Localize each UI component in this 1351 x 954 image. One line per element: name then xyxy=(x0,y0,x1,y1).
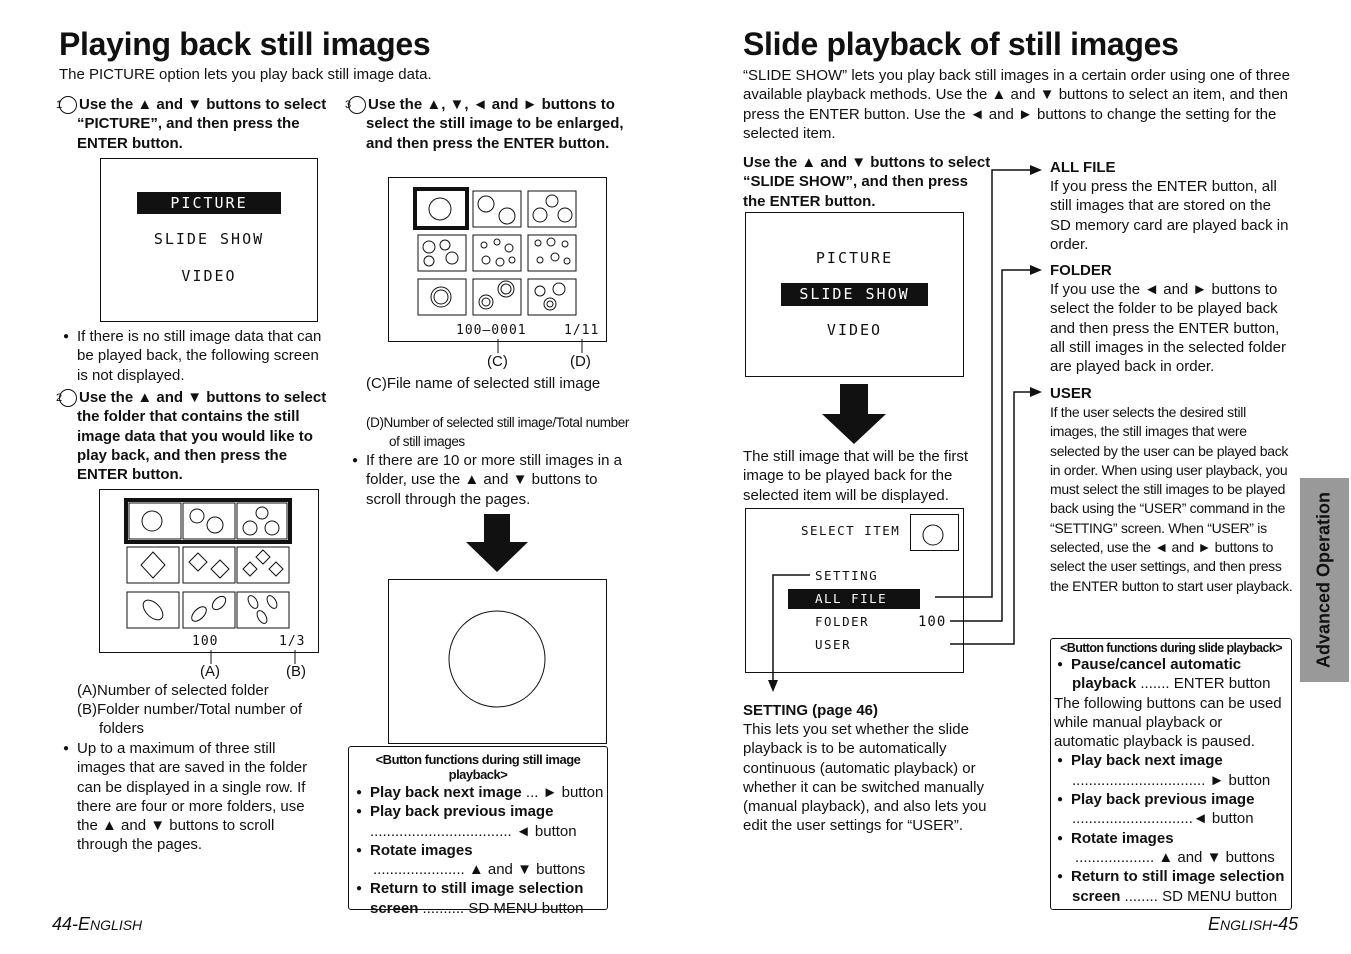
slide-box-item-pause-value: playback ....... ENTER button xyxy=(1072,675,1271,693)
slide-step: Use the ▲ and ▼ buttons to select “SLIDE SHOW”, and then press the ENTER button. xyxy=(743,154,991,210)
all-file-title: ALL FILE xyxy=(1050,159,1116,176)
legend-c xyxy=(366,374,619,393)
slide-menu-item-video: VIDEO xyxy=(826,321,883,339)
image-thumbnails xyxy=(389,178,606,341)
label-c: (C) xyxy=(487,353,508,370)
folder-title: FOLDER xyxy=(1050,262,1112,279)
step-2 xyxy=(55,388,337,484)
slide-box-item-prev-label: ● Play back previous image xyxy=(1057,790,1291,809)
step-3-text: Use the ▲, ▼, ◄ and ► buttons to select the still image to be enlarged, and then press the ENTER button. xyxy=(366,96,624,152)
still-box-item-prev-value: .................................. ◄ button xyxy=(370,822,577,840)
label-d: (D) xyxy=(570,353,591,370)
setting-title: SETTING (page 46) xyxy=(743,702,879,719)
note-no-data: ● If there is no still image data that can be played back, the following screen is not displayed. xyxy=(63,327,332,385)
legend-c-text: File name of selected still image xyxy=(386,375,601,392)
slide-box-item-pause-label: ● Pause/cancel automatic xyxy=(1057,655,1291,674)
folder-thumbnails xyxy=(100,490,318,652)
slide-menu-item-picture: PICTURE xyxy=(815,249,894,267)
slide-playback-button-box xyxy=(1050,638,1292,910)
slide-box-item-prev-value: .............................◄ button xyxy=(1072,810,1254,828)
step-3 xyxy=(344,95,628,153)
all-file-option-selected: ALL FILE xyxy=(788,589,920,609)
file-name: 100–0001 xyxy=(456,323,527,338)
legend-b-text: Folder number/Total number of folders xyxy=(97,701,303,738)
folder-selection-screen xyxy=(99,489,319,653)
step-2-text: Use the ▲ and ▼ buttons to select the folder that contains the still image data that you would like to play back, and then press the ENTER button. xyxy=(77,389,327,484)
slide-box-item-return-value: screen ........ SD MENU button xyxy=(1072,887,1278,905)
slide-box-item-next-value: ................................ ► button xyxy=(1072,771,1271,789)
still-box-item-rotate-label: ● Rotate images xyxy=(356,841,616,860)
slide-box-item-next-label: ● Play back next image xyxy=(1057,751,1291,770)
legend-d-key: (D) xyxy=(366,415,384,430)
connector-arrows xyxy=(760,160,1050,695)
slide-box-item-rotate-label: ● Rotate images xyxy=(1057,829,1291,848)
still-box-item-rotate-value: ...................... ▲ and ▼ buttons xyxy=(373,861,586,879)
still-box-title: <Button functions during still image playback> xyxy=(375,752,581,782)
label-b: (B) xyxy=(286,663,306,680)
folder-option: FOLDER xyxy=(815,614,870,629)
slide-box-item-return-label: ● Return to still image selection xyxy=(1057,867,1291,886)
step-1-text: Use the ▲ and ▼ buttons to select “PICTURE”, and then press the ENTER button. xyxy=(77,96,327,152)
right-page-title: Slide playback of still images xyxy=(743,26,1179,62)
down-arrow-icon xyxy=(466,514,528,572)
select-item-label: SELECT ITEM xyxy=(801,523,901,538)
all-file-text: If you press the ENTER button, all still images that are stored on the SD memory card are played back in order. xyxy=(1050,178,1289,253)
right-page-number: ENGLISH-45 xyxy=(1208,914,1299,934)
side-tab-label: Advanced Operation xyxy=(1313,491,1334,669)
slide-menu-item-slide-show-selected: SLIDE SHOW xyxy=(781,283,928,306)
note-scroll-pages: ● If there are 10 or more still images in a folder, use the ▲ and ▼ buttons to scroll through the pages. xyxy=(352,451,626,509)
user-option: USER xyxy=(815,637,852,652)
still-box-item-return-value: screen .......... SD MENU button xyxy=(370,899,584,917)
still-box-item-next: ● Play back next image ... ► button xyxy=(356,783,616,802)
legend-a-text: Number of selected folder xyxy=(97,682,269,699)
menu-screen-picture xyxy=(100,158,318,322)
slide-box-title: <Button functions during slide playback> xyxy=(1060,641,1282,655)
legend-d-text: Number of selected still image/Total number of still images xyxy=(383,415,629,450)
step-1-number: 1 xyxy=(59,96,77,114)
legend-c-key: (C) xyxy=(366,375,387,392)
still-box-item-prev-label: ● Play back previous image xyxy=(356,802,616,821)
menu-item-slide-show: SLIDE SHOW xyxy=(153,230,265,248)
still-box-item-return-label: ● Return to still image selection xyxy=(356,879,616,898)
menu-item-video: VIDEO xyxy=(181,267,237,285)
image-count: 1/11 xyxy=(564,323,600,338)
legend-a-key: (A) xyxy=(77,682,97,699)
note-max-three: ● Up to a maximum of three still images that are saved in the folder can be displayed in a single row. If there are four or more folders, use the ▲ and ▼ buttons to scroll through the pages. xyxy=(63,739,322,855)
left-page-number: 44-ENGLISH xyxy=(52,914,143,934)
legend-b-key: (B) xyxy=(77,701,97,718)
label-a: (A) xyxy=(200,663,220,680)
callout-lines-cd xyxy=(490,339,600,353)
enlarged-image xyxy=(389,580,606,743)
right-intro: “SLIDE SHOW” lets you play back still images in a certain order using one of three available playback methods. Use the ▲ and ▼ buttons to select an item, and then press the ENTER button. Use the ◄ and ► buttons to change the setting for the selected item. xyxy=(743,67,1290,142)
user-title: USER xyxy=(1050,385,1092,402)
left-page-title: Playing back still images xyxy=(59,26,431,62)
legend-d xyxy=(366,413,639,452)
slide-box-note: The following buttons can be used while manual playback or automatic playback is paused. xyxy=(1054,694,1282,751)
still-playback-button-box xyxy=(348,746,608,917)
folder-number: 100 xyxy=(192,634,219,649)
section-side-tab xyxy=(1300,478,1349,682)
folder-option-value: 100 xyxy=(918,614,947,630)
enlarged-image-screen xyxy=(388,579,607,744)
step-3-number: 3 xyxy=(348,96,366,114)
setting-option: SETTING xyxy=(815,568,879,583)
setting-text: This lets you set whether the slide playback is to be automatically continuous (automatic playback) or whether it can be switched manually (manual playback), and also lets you edit the user settings for “USER”. xyxy=(743,721,987,835)
user-text: If the user selects the desired still images, the still images that were selected by the user can be played back in order. When using user playback, you must select the still images to be played back using the “USER” command in the “SETTING” screen. When “USER” is selected, use the ◄ and ► buttons to select the user settings, and then press the ENTER button to start user playback. xyxy=(1050,404,1293,594)
first-image-note: The still image that will be the first image to be played back for the selected item will be displayed. xyxy=(743,448,969,504)
folder-text: If you use the ◄ and ► buttons to select the folder to be played back and then press the ENTER button, all still images in the selected folder are played back in order. xyxy=(1050,281,1286,376)
legend-a xyxy=(77,681,327,700)
thumbnail-selection-screen xyxy=(388,177,607,342)
left-intro: The PICTURE option lets you play back still image data. xyxy=(59,66,432,83)
slide-box-item-rotate-value: ................... ▲ and ▼ buttons xyxy=(1075,848,1275,866)
folder-count: 1/3 xyxy=(279,634,306,649)
step-2-number: 2 xyxy=(59,389,77,407)
step-1 xyxy=(55,95,342,153)
legend-b xyxy=(77,700,339,739)
menu-item-picture-selected: PICTURE xyxy=(137,192,281,214)
